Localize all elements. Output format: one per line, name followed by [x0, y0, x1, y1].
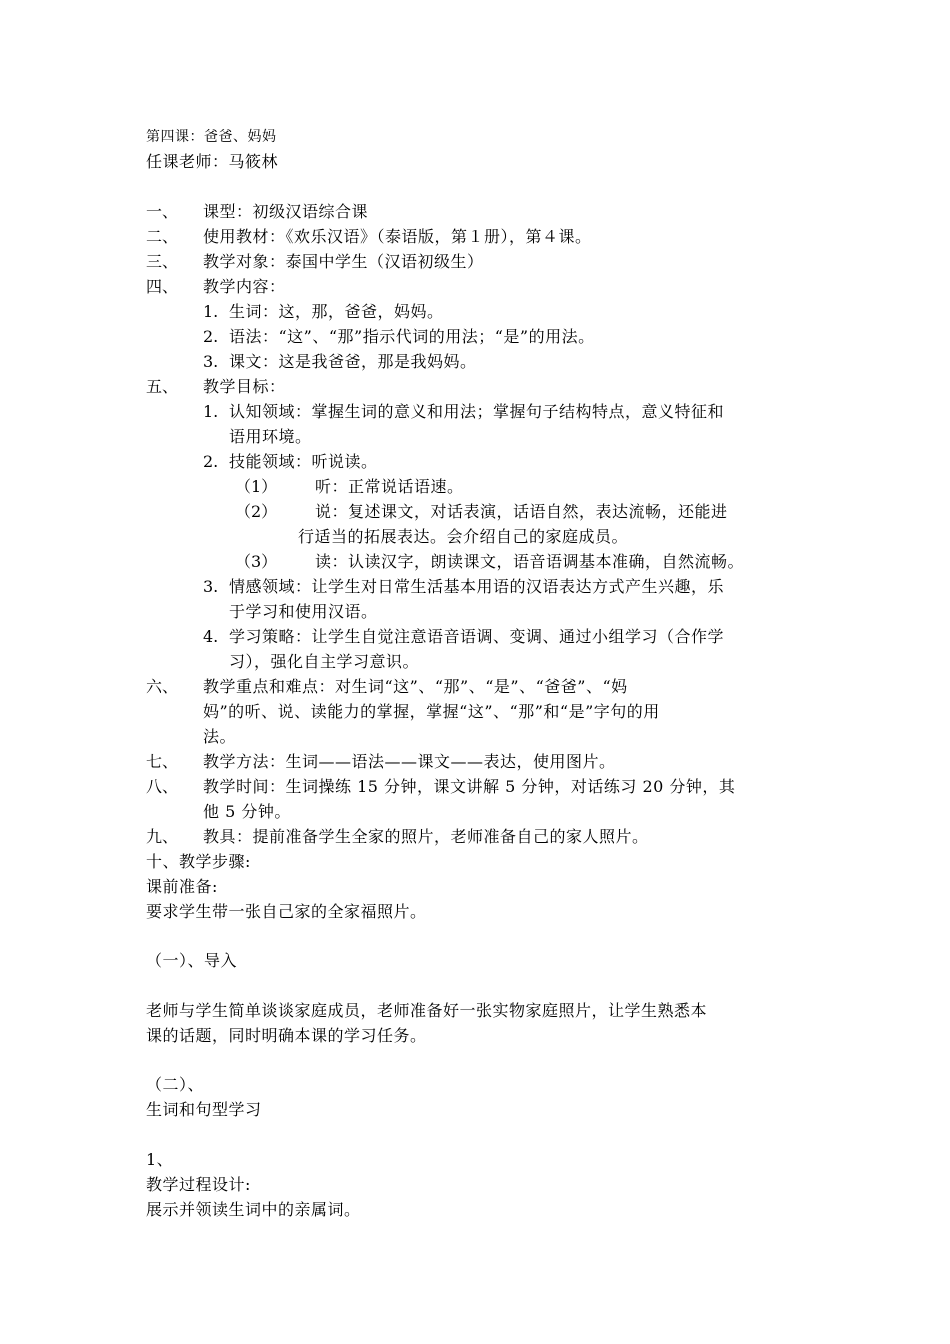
step-number: 1、 — [146, 1150, 174, 1169]
list-number: 2. — [203, 452, 219, 471]
list-number: 1. — [203, 402, 219, 421]
section-number: 六、 — [146, 677, 179, 696]
skill-listening: 听：正常说话语速。 — [315, 477, 464, 496]
section-time: 教学时间：生词操练 15 分钟，课文讲解 5 分钟，对话练习 20 分钟，其 — [203, 777, 736, 796]
section-number: 五、 — [146, 377, 179, 396]
section-steps: 十、教学步骤: — [146, 852, 251, 871]
content-item: 语法：“这”、“那”指示代词的用法；“是”的用法。 — [229, 327, 595, 346]
section-number: 七、 — [146, 752, 179, 771]
section-number: 九、 — [146, 827, 179, 846]
section-audience: 教学对象：泰国中学生（汉语初级生） — [203, 252, 484, 271]
list-number: 2. — [203, 327, 219, 346]
part2-subtitle: 生词和句型学习 — [146, 1100, 262, 1119]
goal-strategy: 学习策略：让学生自觉注意语音语调、变调、通过小组学习（合作学 — [229, 627, 725, 646]
goal-cognitive-cont: 语用环境。 — [229, 427, 312, 446]
goal-skills: 技能领域：听说读。 — [229, 452, 378, 471]
section-teaching-aids: 教具：提前准备学生全家的照片，老师准备自己的家人照片。 — [203, 827, 649, 846]
step-design: 教学过程设计: — [146, 1175, 251, 1194]
section-content: 教学内容： — [203, 277, 286, 296]
part1-title: （一）、导入 — [146, 951, 238, 970]
sub-number: （1） — [235, 477, 278, 496]
prep-title: 课前准备: — [146, 877, 218, 896]
step-text: 展示并领读生词中的亲属词。 — [146, 1200, 361, 1219]
section-number: 一、 — [146, 202, 179, 221]
list-number: 1. — [203, 302, 219, 321]
skill-speaking: 说：复述课文，对话表演，话语自然，表达流畅，还能进 — [315, 502, 728, 521]
section-key-points-cont: 法。 — [203, 727, 237, 746]
part2-title: （二）、 — [146, 1075, 205, 1094]
section-goals: 教学目标： — [203, 377, 286, 396]
part1-text-cont: 课的话题，同时明确本课的学习任务。 — [146, 1026, 427, 1045]
list-number: 3. — [203, 577, 219, 596]
skill-reading: 读：认读汉字，朗读课文，语音语调基本准确，自然流畅。 — [315, 552, 745, 571]
section-number: 二、 — [146, 227, 179, 246]
goal-emotional: 情感领域：让学生对日常生活基本用语的汉语表达方式产生兴趣，乐 — [229, 577, 725, 596]
skill-speaking-cont: 行适当的拓展表达。会介绍自己的家庭成员。 — [298, 527, 629, 546]
teacher-name: 任课老师：马筱林 — [146, 152, 279, 171]
list-number: 4. — [203, 627, 219, 646]
section-number: 八、 — [146, 777, 179, 796]
sub-number: （3） — [235, 552, 278, 571]
section-key-points-cont: 妈”的听、说、读能力的掌握，掌握“这”、“那”和“是”字句的用 — [203, 702, 660, 721]
lesson-title: 第四课：爸爸、妈妈 — [146, 129, 277, 145]
part1-text: 老师与学生简单谈谈家庭成员，老师准备好一张实物家庭照片，让学生熟悉本 — [146, 1001, 708, 1020]
section-number: 三、 — [146, 252, 179, 271]
goal-strategy-cont: 习），强化自主学习意识。 — [229, 652, 420, 671]
prep-text: 要求学生带一张自己家的全家福照片。 — [146, 902, 427, 921]
section-number: 四、 — [146, 277, 179, 296]
section-key-points: 教学重点和难点：对生词“这”、“那”、“是”、“爸爸”、“妈 — [203, 677, 628, 696]
section-textbook: 使用教材：《欢乐汉语》（泰语版，第１册），第４课。 — [203, 227, 592, 246]
list-number: 3. — [203, 352, 219, 371]
goal-cognitive: 认知领域：掌握生词的意义和用法；掌握句子结构特点，意义特征和 — [229, 402, 725, 421]
goal-emotional-cont: 于学习和使用汉语。 — [229, 602, 378, 621]
section-time-cont: 他 5 分钟。 — [203, 802, 291, 821]
section-method: 教学方法：生词——语法——课文——表达，使用图片。 — [203, 752, 616, 771]
content-item: 生词：这，那，爸爸，妈妈。 — [229, 302, 444, 321]
content-item: 课文：这是我爸爸，那是我妈妈。 — [229, 352, 477, 371]
section-course-type: 课型：初级汉语综合课 — [203, 202, 369, 221]
sub-number: （2） — [235, 502, 278, 521]
